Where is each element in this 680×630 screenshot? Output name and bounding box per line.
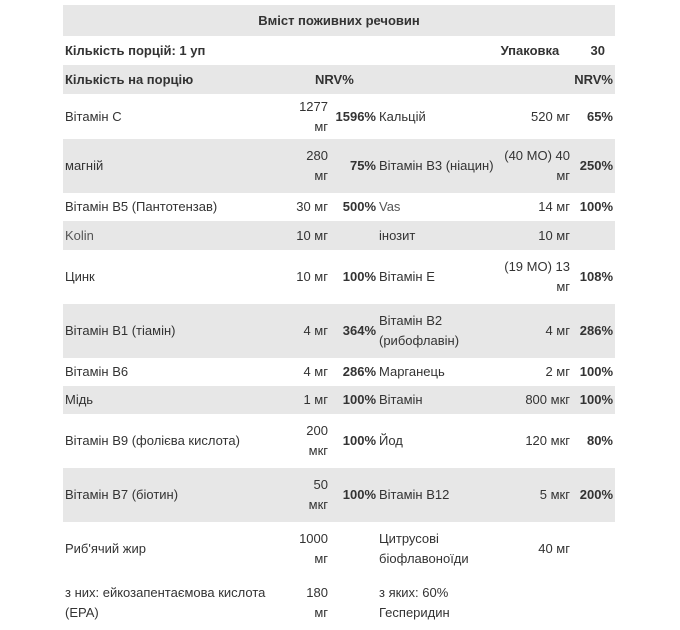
table-row xyxy=(63,522,615,576)
nutrient-amount: 1000 мг xyxy=(299,531,328,566)
table-row xyxy=(63,304,615,358)
nutrient-nrv xyxy=(329,221,377,250)
nutrient-name: з яких: 60% Гесперидин xyxy=(379,585,450,620)
package-info xyxy=(405,43,615,58)
nutrient-name: Kolin xyxy=(63,221,295,250)
nutrient-amount: (19 МО) 13 мг xyxy=(504,259,570,294)
nutrient-nrv: 100% xyxy=(342,269,376,284)
nutrient-amount: 5 мкг xyxy=(495,468,571,522)
nutrient-nrv xyxy=(329,522,377,576)
nutrient-nrv: 100% xyxy=(579,364,613,379)
nutrition-title: Вміст поживних речовин xyxy=(63,5,615,36)
nutrient-name: з них: ейкозапентаємова кислота (EPA) xyxy=(65,585,266,620)
nutrient-nrv: 100% xyxy=(329,468,377,522)
nutrient-amount: 2 мг xyxy=(545,364,570,379)
nutrient-name: Вітамін B1 (тіамін) xyxy=(63,304,295,358)
nutrient-nrv xyxy=(329,576,377,630)
nutrient-amount: 50 мкг xyxy=(295,468,329,522)
nutrient-name: Мідь xyxy=(63,386,295,414)
table-row xyxy=(63,468,615,522)
table-row xyxy=(63,414,615,468)
nutrient-nrv: 286% xyxy=(571,304,615,358)
nutrient-nrv: 100% xyxy=(571,386,615,414)
nutrient-nrv: 250% xyxy=(571,139,615,193)
nrv-header-right: NRV% xyxy=(574,72,613,87)
nutrient-amount: 180 мг xyxy=(306,585,328,620)
nutrient-nrv: 200% xyxy=(571,468,615,522)
nutrient-name: Вітамін B5 (Пантотензав) xyxy=(65,199,218,214)
nutrient-name: магній xyxy=(63,139,295,193)
nutrient-name: Vas xyxy=(379,199,401,214)
nutrient-name: Вітамін B9 (фолієва кислота) xyxy=(65,433,240,448)
nutrient-name: інозит xyxy=(377,221,495,250)
nutrient-nrv: 75% xyxy=(329,139,377,193)
table-row xyxy=(63,386,615,414)
nutrient-name: Вітамін xyxy=(377,386,495,414)
nutrient-name: Вітамін B12 xyxy=(377,468,495,522)
nutrient-amount: 10 мг xyxy=(495,221,571,250)
nutrient-amount: 10 мг xyxy=(295,221,329,250)
table-row xyxy=(63,139,615,193)
nutrient-name: Вітамін B6 xyxy=(65,364,129,379)
nutrient-nrv: 108% xyxy=(579,269,613,284)
nutrient-nrv: 100% xyxy=(329,386,377,414)
nutrient-nrv: 80% xyxy=(586,433,613,448)
table-row xyxy=(63,221,615,250)
nutrient-nrv: 500% xyxy=(342,199,376,214)
table-row xyxy=(63,193,615,221)
nutrient-amount: 200 мкг xyxy=(306,423,328,458)
nutrient-amount: 1 мг xyxy=(295,386,329,414)
nutrient-name: Вітамін B2 (рибофлавін) xyxy=(377,304,495,358)
nutrient-amount: (40 МО) 40 мг xyxy=(495,139,571,193)
nutrient-nrv: 364% xyxy=(329,304,377,358)
nutrient-nrv: 65% xyxy=(586,108,613,124)
package-label: Упаковка xyxy=(500,43,560,58)
nrv-header-left: NRV% xyxy=(315,72,354,87)
nutrient-amount: 4 мг xyxy=(495,304,571,358)
nutrition-facts xyxy=(63,5,615,630)
nutrient-nrv xyxy=(571,576,615,630)
serving-row xyxy=(63,36,615,65)
nutrient-name: Вітамін B7 (біотин) xyxy=(63,468,295,522)
nutrient-name: Вітамін C xyxy=(65,108,122,124)
table-row xyxy=(63,576,615,630)
nutrient-nrv: 100% xyxy=(342,433,376,448)
nutrient-nrv xyxy=(571,522,615,576)
table-row xyxy=(63,250,615,304)
nutrient-amount: 4 мг xyxy=(295,304,329,358)
nutrient-table xyxy=(63,94,615,630)
nutrient-amount: 30 мг xyxy=(296,199,328,214)
nutrient-name: Цитрусові біофлавоноїди xyxy=(379,531,469,566)
nutrient-name: Марганець xyxy=(379,364,445,379)
nutrient-nrv: 1596% xyxy=(335,108,376,124)
package-value: 30 xyxy=(590,43,605,58)
nutrient-amount: 280 мг xyxy=(295,139,329,193)
table-row xyxy=(63,358,615,386)
nutrient-nrv: 100% xyxy=(579,199,613,214)
per-serving-header: Кількість на порцію xyxy=(65,72,194,87)
nutrient-amount: 14 мг xyxy=(538,199,570,214)
nutrient-amount: 120 мкг xyxy=(525,433,570,448)
nutrient-nrv: 286% xyxy=(342,364,376,379)
nutrient-name: Йод xyxy=(379,433,403,448)
nutrient-name: Вітамін B3 (ніацин) xyxy=(377,139,495,193)
nutrient-name: Кальцій xyxy=(379,108,426,124)
nutrient-amount: 520 мг xyxy=(531,108,570,124)
nutrient-name: Риб'ячий жир xyxy=(65,541,146,556)
nutrient-amount: 800 мкг xyxy=(495,386,571,414)
servings-count: Кількість порцій: 1 уп xyxy=(65,43,206,58)
nutrient-amount: 4 мг xyxy=(303,364,328,379)
nutrient-name: Вітамін E xyxy=(379,269,435,284)
nutrient-amount: 10 мг xyxy=(296,269,328,284)
nutrient-amount: 40 мг xyxy=(538,541,570,556)
nutrient-amount xyxy=(495,576,571,630)
column-header xyxy=(63,65,615,94)
nutrient-nrv xyxy=(571,221,615,250)
nutrient-name: Цинк xyxy=(65,269,95,284)
nutrient-amount: 1277 мг xyxy=(299,98,328,134)
table-row xyxy=(63,94,615,139)
